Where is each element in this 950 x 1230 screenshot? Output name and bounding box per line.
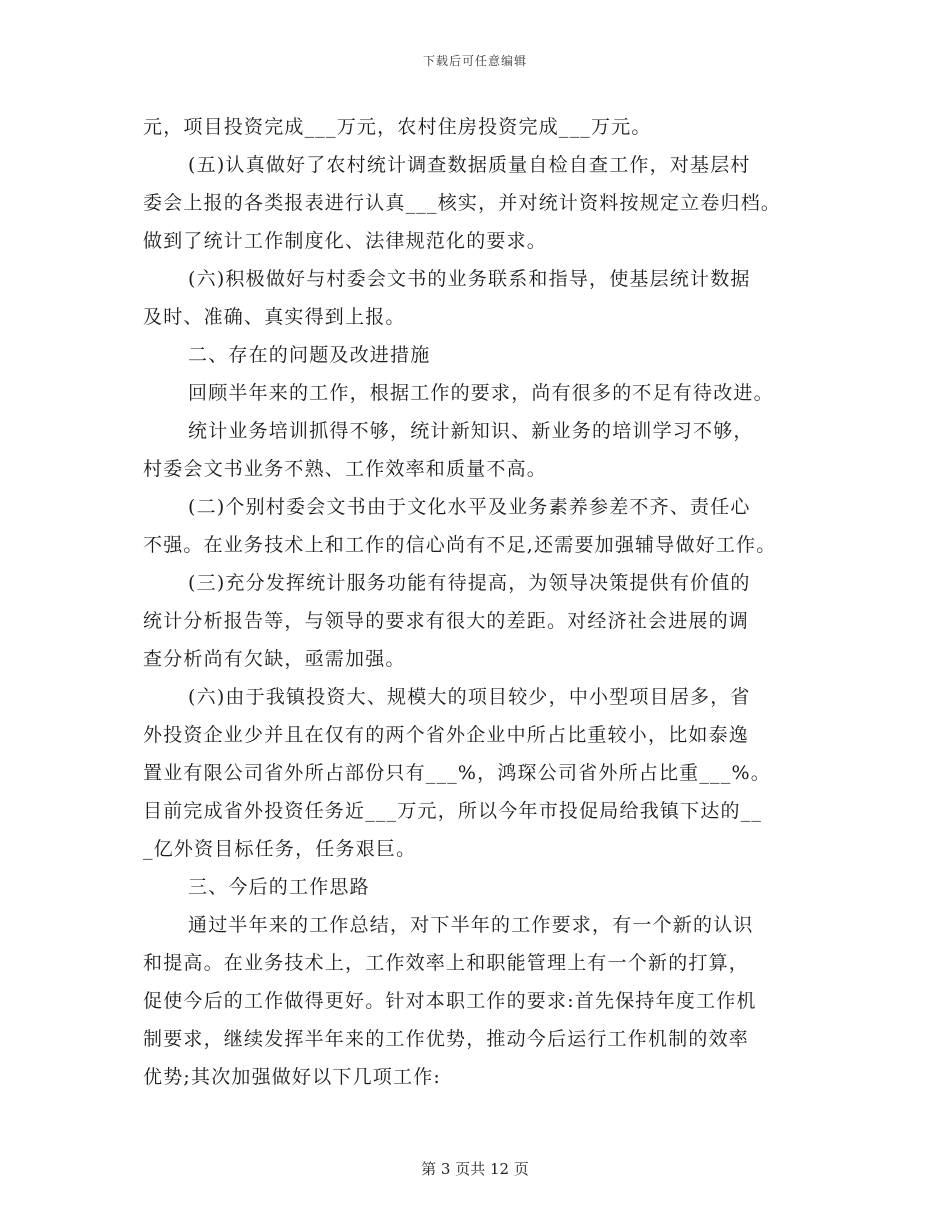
text-line: 及时、准确、真实得到上报。 [143,306,406,328]
text-line: 不强。在业务技术上和工作的信心尚有不足,还需要加强辅导做好工作。 [143,534,777,556]
text-line: 制要求，继续发挥半年来的工作优势，推动今后运行工作机制的效率 [143,1028,750,1050]
text-line: _亿外资目标任务，任务艰巨。 [143,838,417,860]
text-line: 回顾半年来的工作，根据工作的要求，尚有很多的不足有待改进。 [188,382,774,404]
text-line: 通过半年来的工作总结，对下半年的工作要求，有一个新的认识 [188,914,754,936]
text-line: 和提高。在业务技术上，工作效率上和职能管理上有一个新的打算， [143,952,750,974]
text-line: 元，项目投资完成___万元，农村住房投资完成___万元。 [143,116,652,138]
text-line: 置业有限公司省外所占部份只有___%，鸿琛公司省外所占比重___%。 [143,762,771,784]
page-header: 下载后可任意编辑 [422,54,527,68]
text-line: (六)由于我镇投资大、规模大的项目较少，中小型项目居多，省 [188,686,751,708]
text-line: 查分析尚有欠缺，亟需加强。 [143,648,406,670]
text-line: (五)认真做好了农村统计调查数据质量自检自查工作，对基层村 [188,154,751,176]
section-heading: 三、今后的工作思路 [188,876,370,898]
text-line: 村委会文书业务不熟、工作效率和质量不高。 [143,458,548,480]
text-line: (六)积极做好与村委会文书的业务联系和指导，使基层统计数据 [188,268,751,290]
text-line: 统计分析报告等，与领导的要求有很大的差距。对经济社会进展的调 [143,610,750,632]
text-line: 优势;其次加强做好以下几项工作: [143,1066,442,1088]
text-line: (二)个别村委会文书由于文化水平及业务素养参差不齐、责任心 [188,496,751,518]
document-body [143,108,823,1096]
text-line: 统计业务培训抓得不够，统计新知识、新业务的培训学习不够， [188,420,754,442]
text-line: 委会上报的各类报表进行认真___核实，并对统计资料按规定立卷归档。 [143,192,782,214]
section-heading: 二、存在的问题及改进措施 [188,344,431,366]
text-line: (三)充分发挥统计服务功能有待提高，为领导决策提供有价值的 [188,572,751,594]
text-line: 外投资企业少并且在仅有的两个省外企业中所占比重较小，比如泰逸 [143,724,750,746]
text-line: 目前完成省外投资任务近___万元，所以今年市投促局给我镇下达的__ [143,800,763,822]
page-footer: 第 3 页共 12 页 [421,1160,529,1178]
text-line: 做到了统计工作制度化、法律规范化的要求。 [143,230,548,252]
text-line: 促使今后的工作做得更好。针对本职工作的要求:首先保持年度工作机 [143,990,757,1012]
